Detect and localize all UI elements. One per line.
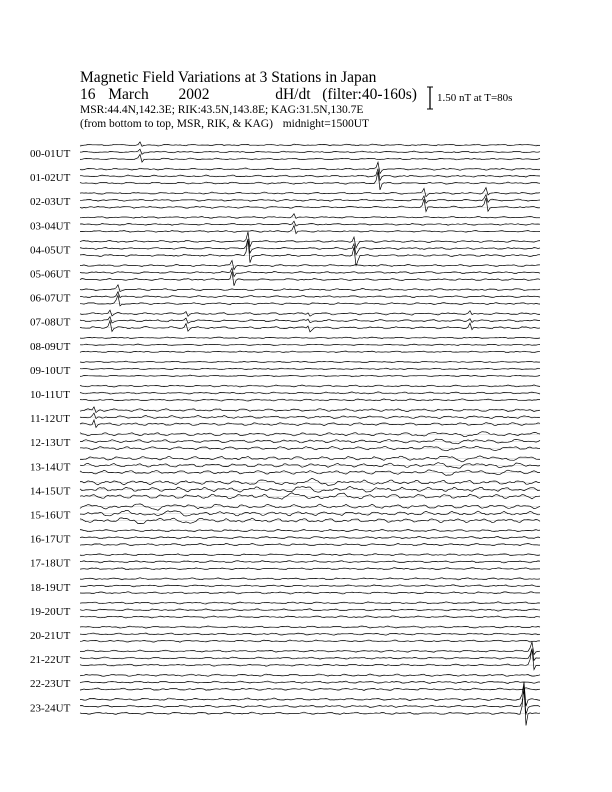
- date-year: 2002: [178, 86, 210, 103]
- hour-label: 07-08UT: [30, 316, 71, 329]
- trace-msr: [80, 529, 540, 532]
- station-coordinates: MSR:44.4N,142.3E; RIK:43.5N,143.8E; KAG:31.5N,130.7E: [80, 104, 364, 116]
- scale-label: 1.50 nT at T=80s: [437, 92, 513, 104]
- trace-msr: [80, 682, 540, 706]
- hour-label: 02-03UT: [30, 196, 71, 209]
- trace-msr: [80, 261, 540, 270]
- hour-label: 19-20UT: [30, 605, 71, 618]
- quantity-label: dH/dt: [275, 86, 311, 103]
- hour-label: 22-23UT: [30, 678, 71, 691]
- trace-msr: [80, 554, 540, 556]
- trace-rik: [80, 681, 540, 683]
- trace-msr: [80, 456, 540, 462]
- trace-rik: [80, 690, 540, 714]
- midnight-note: midnight=1500UT: [282, 118, 370, 130]
- hour-label: 23-24UT: [30, 702, 71, 715]
- hour-label: 04-05UT: [30, 244, 71, 257]
- hour-label: 10-11UT: [30, 389, 70, 401]
- trace-kag: [80, 239, 540, 266]
- trace-rik: [80, 221, 540, 226]
- hour-label: 03-04UT: [30, 220, 71, 233]
- trace-msr: [80, 478, 540, 485]
- trace-kag: [80, 518, 540, 524]
- page-title: Magnetic Field Variations at 3 Stations in Japan: [80, 69, 377, 86]
- trace-msr: [80, 407, 540, 413]
- trace-rik: [80, 413, 540, 419]
- trace-msr: [80, 188, 540, 197]
- trace-msr: [80, 142, 540, 146]
- trace-msr: [80, 285, 540, 292]
- trace-kag: [80, 375, 540, 377]
- trace-msr: [80, 162, 540, 173]
- hour-label: 14-15UT: [30, 485, 71, 498]
- hour-label: 11-12UT: [30, 413, 70, 426]
- hour-label: 16-17UT: [30, 533, 71, 546]
- trace-msr: [80, 504, 540, 510]
- trace-rik: [80, 195, 540, 204]
- hour-label: 17-18UT: [30, 557, 71, 570]
- date-day: 16: [80, 86, 96, 103]
- order-note: (from bottom to top, MSR, RIK, & KAG): [80, 118, 273, 130]
- trace-msr: [80, 232, 540, 248]
- trace-rik: [80, 292, 540, 298]
- trace-msr: [80, 214, 540, 219]
- trace-msr: [80, 337, 540, 339]
- hour-label: 13-14UT: [30, 461, 71, 474]
- date-month: March: [108, 86, 149, 103]
- hour-label: 08-09UT: [30, 340, 71, 353]
- hour-label: 00-01UT: [30, 148, 71, 160]
- trace-kag: [80, 420, 540, 428]
- trace-msr: [80, 310, 540, 316]
- trace-rik: [80, 169, 540, 181]
- hour-label: 21-22UT: [30, 654, 71, 667]
- trace-kag: [80, 154, 540, 162]
- trace-msr: [80, 385, 540, 387]
- hour-label: 01-02UT: [30, 172, 71, 185]
- trace-msr: [80, 642, 540, 655]
- hour-label: 15-16UT: [30, 509, 71, 522]
- trace-rik: [80, 149, 540, 154]
- trace-rik: [80, 510, 540, 516]
- trace-kag: [80, 470, 540, 475]
- trace-rik: [80, 439, 540, 444]
- hour-label: 12-13UT: [30, 437, 71, 450]
- trace-kag: [80, 493, 540, 499]
- trace-kag: [80, 272, 540, 286]
- hour-label: 18-19UT: [30, 581, 71, 594]
- filter-label: (filter:40-160s): [322, 86, 417, 103]
- trace-kag: [80, 446, 540, 451]
- trace-rik: [80, 392, 540, 394]
- hour-label: 20-21UT: [30, 630, 71, 642]
- hour-label: 09-10UT: [30, 364, 71, 377]
- hour-label: 05-06UT: [30, 268, 71, 281]
- trace-kag: [80, 226, 540, 234]
- hour-label: 06-07UT: [30, 292, 71, 305]
- trace-kag: [80, 172, 540, 190]
- trace-rik: [80, 317, 540, 324]
